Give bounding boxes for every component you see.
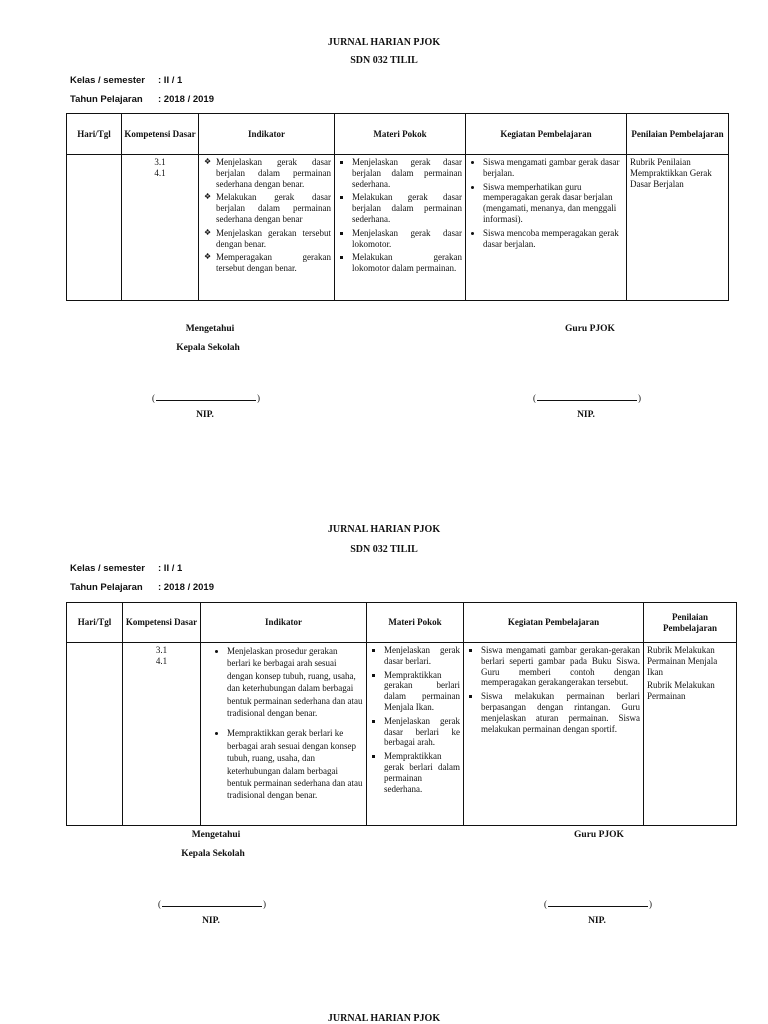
list-item: • Siswa mencoba memperagakan gerak dasar berjalan.	[483, 228, 623, 250]
list-item: ❖ Melakukan gerak dasar berjalan dalam permainan sederhana dengan benar	[216, 192, 331, 224]
list-item: • Menjelaskan prosedur gerakan berlari ke berbagai arah sesuai dengan konsep tubuh, ruang, usaha, dan keterhubungan dalam berbagai bentuk permainan sederhana dan atau tradisional dengan benar.	[227, 645, 363, 719]
kd-item: 4.1	[155, 655, 168, 666]
school-year-label: Tahun Pelajaran	[70, 582, 143, 593]
cell-indikator	[199, 155, 335, 301]
cell-kegiatan	[464, 643, 644, 826]
signature-line-left-2: ( )	[158, 899, 266, 909]
mengetahui-label-2: Mengetahui	[191, 830, 241, 840]
class-semester-row-2	[70, 563, 182, 574]
header-kegiatan: Kegiatan Pembelajaran	[464, 603, 644, 643]
journal-title-1: JURNAL HARIAN PJOK	[327, 37, 441, 48]
cell-indikator	[201, 643, 367, 826]
signature-line-right-1: ( )	[533, 393, 641, 403]
journal-table-2	[66, 602, 737, 826]
cell-penilaian	[627, 155, 729, 301]
penilaian-item: Rubrik Penilaian Mempraktikkan Gerak Dasar Berjalan	[630, 157, 712, 189]
class-semester-label: Kelas / semester	[70, 75, 145, 86]
kepala-sekolah-label-1: Kepala Sekolah	[176, 343, 240, 353]
list-item: ▪ Menjelaskan gerak dasar berlari.	[384, 645, 460, 667]
school-name-2: SDN 032 TILIL	[350, 544, 418, 555]
journal-table-1	[66, 113, 729, 301]
kepala-sekolah-label-2: Kepala Sekolah	[181, 849, 245, 859]
journal-title-3: JURNAL HARIAN PJOK	[327, 1013, 441, 1024]
nip-left-1: NIP.	[196, 410, 214, 420]
header-indikator: Indikator	[199, 114, 335, 155]
table-header-row	[67, 603, 737, 643]
nip-right-1: NIP.	[577, 410, 595, 420]
penilaian-item: Rubrik Melakukan Permainan	[647, 680, 715, 702]
cell-penilaian	[644, 643, 737, 826]
table-row	[67, 643, 737, 826]
header-kompetensi-dasar: Kompetensi Dasar	[123, 603, 201, 643]
cell-hari-tgl	[67, 643, 123, 826]
kd-item: 3.1	[154, 157, 166, 167]
penilaian-item: Rubrik Melakukan Permainan Menjala Ikan	[647, 645, 718, 677]
header-kompetensi-dasar: Kompetensi Dasar	[122, 114, 199, 155]
signature-line-right-2: ( )	[544, 899, 652, 909]
header-penilaian: Penilaian Pembelajaran	[627, 114, 729, 155]
table-header-row	[67, 114, 729, 155]
list-item: • Siswa memperhatikan guru memperagakan gerak dasar berjalan (mengamati, menanya, dan menggali informasi).	[483, 182, 623, 225]
list-item: • Siswa mengamati gambar gerak dasar berjalan.	[483, 157, 623, 179]
cell-hari-tgl	[67, 155, 122, 301]
cell-materi	[367, 643, 464, 826]
list-item: ❖ Memperagakan gerakan tersebut dengan benar.	[216, 252, 331, 274]
list-item: ❖ Menjelaskan gerak dasar berjalan dalam permainan sederhana dengan benar.	[216, 157, 331, 189]
list-item: ▪ Menjelaskan gerak dasar berlari ke berbagai arah.	[384, 716, 460, 748]
nip-right-2: NIP.	[588, 916, 606, 926]
header-materi-pokok: Materi Pokok	[367, 603, 464, 643]
guru-pjok-label-2: Guru PJOK	[574, 830, 624, 840]
list-item: ▪ Menjelaskan gerak dasar berjalan dalam permainan sederhana.	[352, 157, 462, 189]
list-item: ▪ Mempraktikkan gerakan berlari dalam permainan Menjala Ikan.	[384, 670, 460, 713]
list-item: ▪ Melakukan gerak dasar berjalan dalam permainan sederhana.	[352, 192, 462, 224]
school-year-row-1	[70, 94, 214, 105]
mengetahui-label-1: Mengetahui	[185, 324, 235, 334]
cell-materi	[335, 155, 466, 301]
header-kegiatan: Kegiatan Pembelajaran	[466, 114, 627, 155]
cell-kd	[122, 155, 199, 301]
list-item: ▪ Siswa mengamati gambar gerakan-gerakan berlari seperti gambar pada Buku Siswa. Guru memberi contoh dengan memperagakan gerakangerakan tersebut.	[481, 645, 640, 688]
school-year-label: Tahun Pelajaran	[70, 94, 143, 105]
class-semester-value: : II / 1	[158, 563, 183, 574]
kd-item: 4.1	[154, 167, 166, 178]
class-semester-label: Kelas / semester	[70, 563, 145, 574]
header-hari-tgl: Hari/Tgl	[67, 114, 122, 155]
school-year-value: : 2018 / 2019	[158, 582, 214, 593]
nip-left-2: NIP.	[202, 916, 220, 926]
signature-line-left-1: ( )	[152, 393, 260, 403]
cell-kd	[123, 643, 201, 826]
list-item: • Mempraktikkan gerak berlari ke berbagai arah sesuai dengan konsep tubuh, ruang, usaha, dan keterhubungan dalam berbagai bentuk permainan sederhana dan atau tradisional dengan benar.	[227, 727, 363, 801]
cell-kegiatan	[466, 155, 627, 301]
list-item: ▪ Siswa melakukan permainan berlari berpasangan dengan rintangan. Guru menjelaskan aturan permainan. Siswa melakukan permainan dengan sportif.	[481, 691, 640, 734]
list-item: ▪ Mempraktikkan gerak berlari dalam permainan sederhana.	[384, 751, 460, 794]
header-penilaian: Penilaian Pembelajaran	[644, 603, 737, 643]
guru-pjok-label-1: Guru PJOK	[565, 324, 615, 334]
class-semester-row-1	[70, 75, 182, 86]
school-year-row-2	[70, 582, 214, 593]
school-name-1: SDN 032 TILIL	[350, 55, 418, 66]
header-materi-pokok: Materi Pokok	[335, 114, 466, 155]
header-hari-tgl: Hari/Tgl	[67, 603, 123, 643]
list-item: ▪ Melakukan gerakan lokomotor dalam permainan.	[352, 252, 462, 274]
table-row	[67, 155, 729, 301]
kd-item: 3.1	[155, 645, 168, 655]
list-item: ▪ Menjelaskan gerak dasar lokomotor.	[352, 228, 462, 250]
school-year-value: : 2018 / 2019	[158, 94, 214, 105]
class-semester-value: : II / 1	[158, 75, 183, 86]
journal-title-2: JURNAL HARIAN PJOK	[327, 524, 441, 535]
list-item: ❖ Menjelaskan gerakan tersebut dengan benar.	[216, 228, 331, 250]
header-indikator: Indikator	[201, 603, 367, 643]
